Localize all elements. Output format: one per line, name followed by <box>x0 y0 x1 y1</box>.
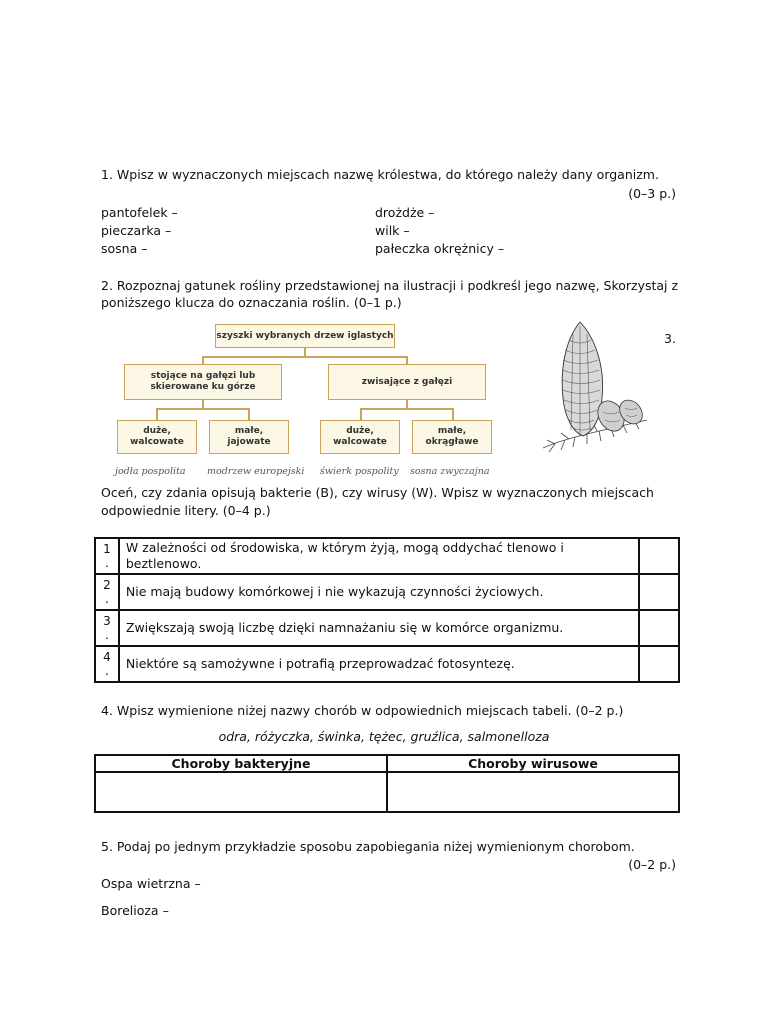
q3-table <box>94 537 680 683</box>
answer-cell-3[interactable] <box>639 610 679 646</box>
key-root: szyszki wybranych drzew iglastych <box>215 324 395 348</box>
q3-line1: Oceń, czy zdania opisują bakterie (B), czy wirusy (W). Wpisz w wyznaczonych miejscach <box>101 485 654 500</box>
cone-branch-icon <box>535 320 655 458</box>
q2-line1: 2. Rozpoznaj gatunek rośliny przedstawionej na ilustracji i podkreśl jego nazwę, Skorzystaj z <box>101 278 679 293</box>
table-row <box>95 610 679 646</box>
table-row <box>95 646 679 682</box>
species-jodla: jodła pospolita <box>115 466 186 477</box>
species-swierk: świerk pospolity <box>320 466 399 477</box>
row-statement: Nie mają budowy komórkowej i nie wykazują czynności życiowych. <box>119 574 639 610</box>
answer-cell-4[interactable] <box>639 646 679 682</box>
key-right-branch: zwisające z gałęzi <box>328 364 486 400</box>
q1-title: 1. Wpisz w wyznaczonych miejscach nazwę królestwa, do którego należy dany organizm. <box>101 167 659 182</box>
row-statement: Niektóre są samożywne i potrafią przeprowadzać fotosyntezę. <box>119 646 639 682</box>
table-row <box>95 538 679 574</box>
q5-title: 5. Podaj po jednym przykładzie sposobu zapobiegania niżej wymienionym chorobom. <box>101 839 635 854</box>
key-leaf-4: małe, okrągławe <box>412 420 492 454</box>
q1-item-pieczarka: pieczarka – <box>101 223 172 238</box>
q4-title: 4. Wpisz wymienione niżej nazwy chorób w odpowiednich miejscach tabeli. (0–2 p.) <box>101 703 624 718</box>
key-leaf-2: małe, jajowate <box>209 420 289 454</box>
q5-points: (0–2 p.) <box>628 857 676 872</box>
q5-item-ospa: Ospa wietrzna – <box>101 876 201 891</box>
q1-item-drozdze: drożdże – <box>375 205 435 220</box>
table-row <box>95 772 679 812</box>
row-number: 3 . <box>95 610 119 646</box>
q2-line2: poniższego klucza do oznaczania roślin. (0–1 p.) <box>101 295 402 310</box>
key-leaf-1: duże, walcowate <box>117 420 197 454</box>
table-row <box>95 574 679 610</box>
q1-item-wilk: wilk – <box>375 223 410 238</box>
q1-points: (0–3 p.) <box>628 186 676 201</box>
table-header-row <box>95 755 679 772</box>
q1-item-paleczka: pałeczka okrężnicy – <box>375 241 505 256</box>
q1-item-pantofelek: pantofelek – <box>101 205 178 220</box>
viral-answer-cell[interactable] <box>387 772 679 812</box>
col-viral-header: Choroby wirusowe <box>387 755 679 772</box>
answer-cell-1[interactable] <box>639 538 679 574</box>
row-number: 1 . <box>95 538 119 574</box>
q5-item-borelioza: Borelioza – <box>101 903 169 918</box>
q1-item-sosna: sosna – <box>101 241 148 256</box>
q4-table <box>94 754 680 813</box>
row-statement: W zależności od środowiska, w którym żyją, mogą oddychać tlenowo i beztlenowo. <box>119 538 639 574</box>
row-number: 4 . <box>95 646 119 682</box>
species-modrzew: modrzew europejski <box>207 466 305 477</box>
q3-line2: odpowiednie litery. (0–4 p.) <box>101 503 271 518</box>
row-statement: Zwiększają swoją liczbę dzięki namnażaniu się w komórce organizmu. <box>119 610 639 646</box>
row-number: 2 . <box>95 574 119 610</box>
bacterial-answer-cell[interactable] <box>95 772 387 812</box>
q3-number: 3. <box>664 331 676 346</box>
key-leaf-3: duże, walcowate <box>320 420 400 454</box>
q4-disease-list: odra, różyczka, świnka, tężec, gruźlica, salmonelloza <box>218 729 550 744</box>
species-sosna: sosna zwyczajna <box>410 466 490 477</box>
answer-cell-2[interactable] <box>639 574 679 610</box>
col-bacterial-header: Choroby bakteryjne <box>95 755 387 772</box>
key-left-branch: stojące na gałęzi lub skierowane ku górze <box>124 364 282 400</box>
